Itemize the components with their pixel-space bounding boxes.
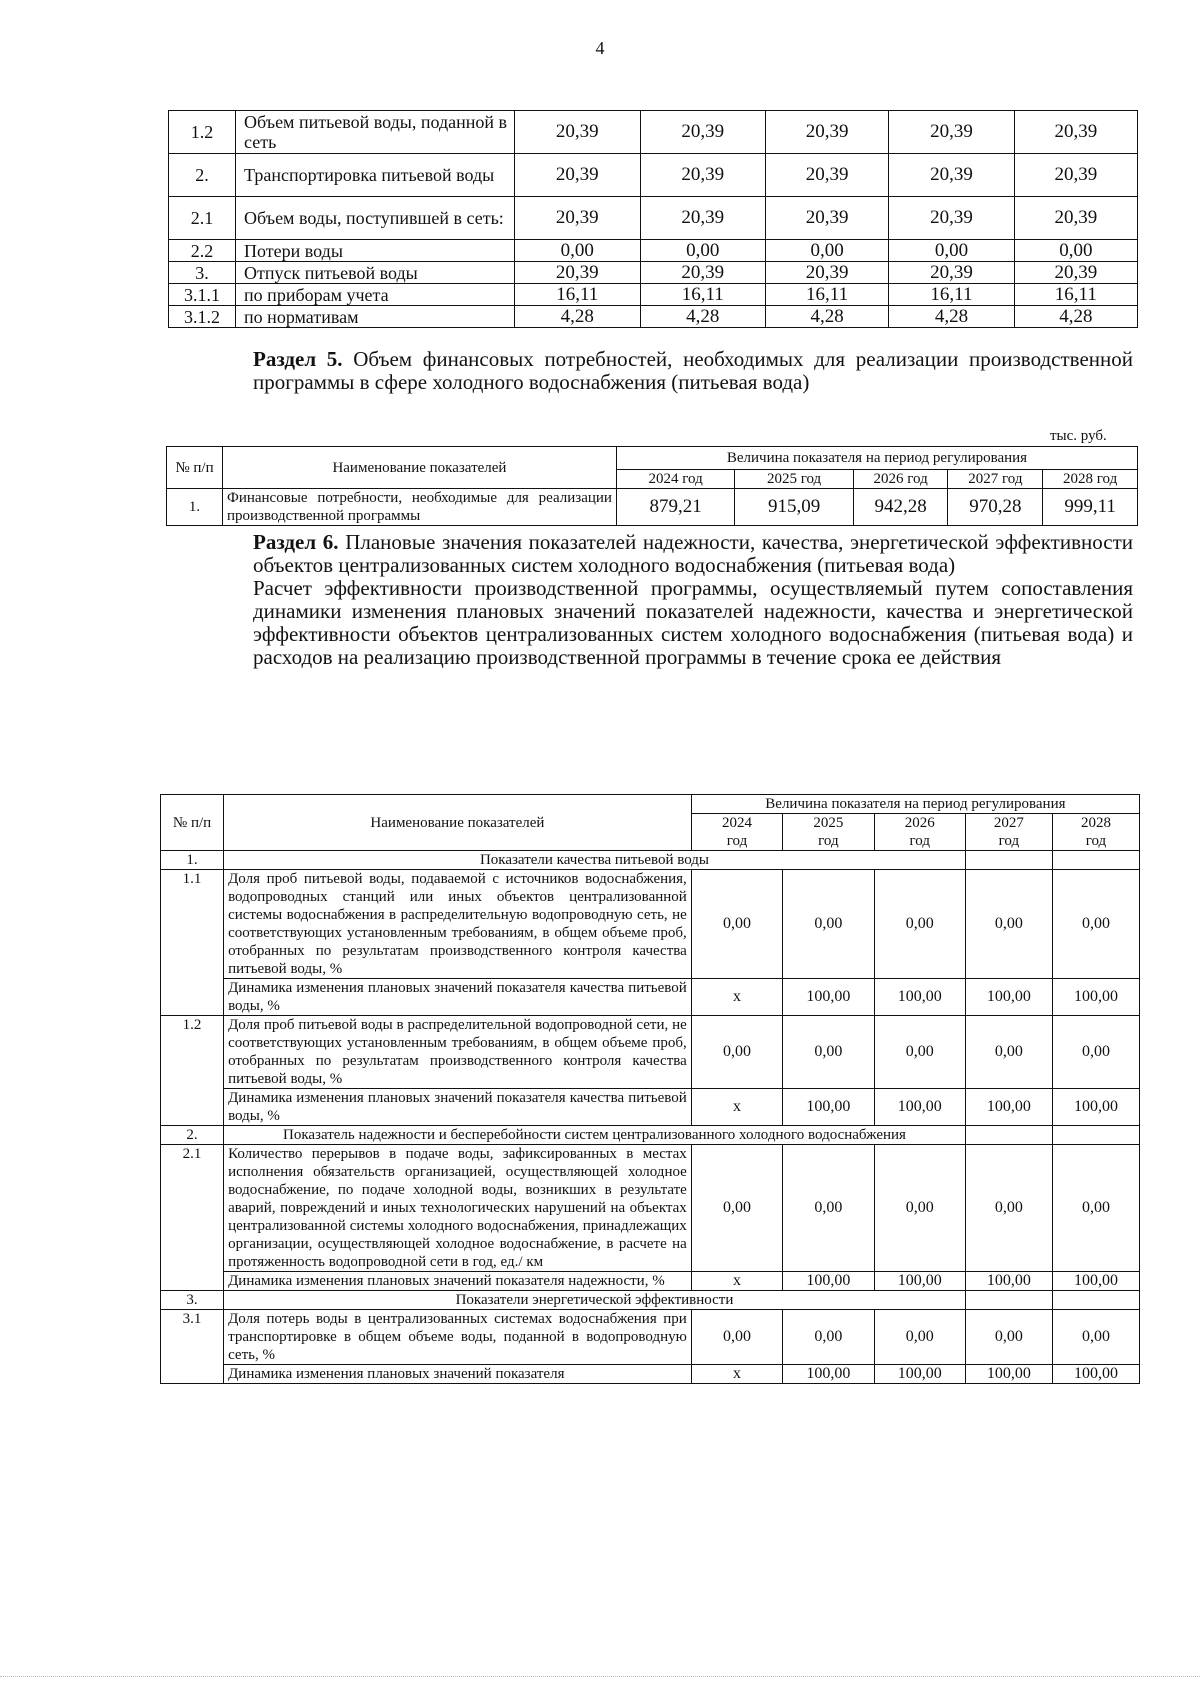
indicator-value: 0,00 [874,870,965,979]
year-header: 2024 год [616,470,734,489]
dynamics-value: 100,00 [1052,1272,1139,1291]
row-value: 20,39 [889,197,1014,240]
row-num: 2.1 [169,197,236,240]
indicator-value: 0,00 [965,1145,1052,1272]
row-value: 0,00 [889,240,1014,262]
table-row [169,306,1138,328]
row-value: 20,39 [640,154,765,197]
dynamics-value: 100,00 [965,1272,1052,1291]
year-suffix: год [998,833,1020,849]
row-name: Потери воды [236,240,515,262]
dynamics-value: 100,00 [874,979,965,1016]
row-value: 16,11 [515,284,640,306]
table-row [169,240,1138,262]
dynamics-value: 100,00 [783,1365,874,1384]
row-name: Объем питьевой воды, поданной в сеть [236,111,515,154]
dynamics-value: 100,00 [965,1089,1052,1126]
dynamics-value: 100,00 [874,1365,965,1384]
dynamics-value: 100,00 [783,1089,874,1126]
row-num: 2.2 [169,240,236,262]
col-num-header: № п/п [167,447,223,489]
row-num: 3.1.1 [169,284,236,306]
row-value: 20,39 [889,262,1014,284]
row-value: 20,39 [640,262,765,284]
year-header [874,814,965,851]
dynamics-row [161,1365,1140,1384]
row-value: 20,39 [1014,111,1137,154]
col-period-header: Величина показателя на период регулирования [616,447,1137,470]
section5-heading [178,348,1133,394]
row-value: 4,28 [1014,306,1137,328]
year-header: 2026 год [853,470,948,489]
indicator-value: 0,00 [965,1016,1052,1089]
row-value: 16,11 [640,284,765,306]
indicator-value: 0,00 [965,870,1052,979]
indicator-value: 0,00 [874,1016,965,1089]
empty-cell [965,1291,1052,1310]
row-value: 20,39 [1014,197,1137,240]
year-header [691,814,782,851]
row-value: 4,28 [765,306,888,328]
section-num: 2. [161,1126,224,1145]
year-header [965,814,1052,851]
year-header: 2025 год [735,470,853,489]
year-value: 2024 [721,815,752,831]
section6-title: Плановые значения показателей надежности, качества, энергетической эффективности объектов централизованных систем холодного водоснабжения (питьевая вода) [253,530,1133,577]
empty-cell [965,1126,1052,1145]
value-2028: 999,11 [1043,489,1138,526]
year-header: 2027 год [948,470,1043,489]
section-num: 1. [161,851,224,870]
section6-label: Раздел 6. [253,530,339,554]
dynamics-value: 100,00 [965,1365,1052,1384]
financial-needs-table [166,446,1138,526]
table-row [169,262,1138,284]
section-row [161,1291,1140,1310]
indicator-value: 0,00 [783,1145,874,1272]
empty-cell [1052,1126,1139,1145]
row-value: 20,39 [515,262,640,284]
row-num: 2. [169,154,236,197]
year-value: 2026 [904,815,935,831]
row-value: 16,11 [1014,284,1137,306]
dynamics-desc: Динамика изменения плановых значений показателя качества питьевой воды, % [224,1089,692,1126]
dynamics-value: 100,00 [783,1272,874,1291]
section-title: Показатель надежности и бесперебойности систем централизованного холодного водоснабжения [224,1126,966,1145]
year-value: 2028 [1080,815,1111,831]
dynamics-value: x [691,1365,782,1384]
value-2025: 915,09 [735,489,853,526]
indicator-desc: Количество перерывов в подаче воды, зафиксированных в местах исполнения обязательств организацией, осуществляющей холодное водоснабжение, по подаче холодной воды, возникших в результате аварий, повреждений и иных технологических нарушений на объектах централизованной системы холодного водоснабжения, принадлежащих организации, осуществляющей холодное водоснабжение, в расчете на протяженность водопроводной сети в год, ед./ км [224,1145,692,1272]
indicator-value: 0,00 [874,1145,965,1272]
indicator-num: 1.1 [161,870,224,1016]
indicator-num: 3.1 [161,1310,224,1384]
row-value: 16,11 [889,284,1014,306]
row-value: 20,39 [889,154,1014,197]
row-value: 4,28 [889,306,1014,328]
row-name: по нормативам [236,306,515,328]
year-header [783,814,874,851]
indicator-row [161,870,1140,979]
section5-title: Объем финансовых потребностей, необходимых для реализации производственной программы в сфере холодного водоснабжения (питьевая вода) [253,347,1133,394]
indicator-row [161,1145,1140,1272]
table-row [169,111,1138,154]
year-suffix: год [1085,833,1107,849]
indicator-num: 2.1 [161,1145,224,1291]
table-row [169,197,1138,240]
dynamics-value: 100,00 [1052,1365,1139,1384]
row-value: 20,39 [640,197,765,240]
water-volume-table [168,110,1138,328]
row-name: Финансовые потребности, необходимые для реализации производственной программы [222,489,616,526]
year-suffix: год [909,833,930,849]
indicator-value: 0,00 [691,870,782,979]
section5-label: Раздел 5. [253,347,343,371]
row-num: 1. [167,489,223,526]
section-title: Показатели качества питьевой воды [224,851,966,870]
empty-cell [1052,1291,1139,1310]
dynamics-value: 100,00 [965,979,1052,1016]
row-value: 20,39 [765,111,888,154]
col-num-header: № п/п [161,795,224,851]
table-row [169,284,1138,306]
indicator-value: 0,00 [783,1016,874,1089]
row-value: 20,39 [1014,262,1137,284]
row-value: 4,28 [515,306,640,328]
row-name: Объем воды, поступившей в сеть: [236,197,515,240]
row-value: 20,39 [765,197,888,240]
year-suffix: год [726,833,748,849]
indicator-value: 0,00 [691,1310,782,1365]
indicator-value: 0,00 [874,1310,965,1365]
col-name-header: Наименование показателей [224,795,692,851]
indicators-table [160,794,1140,1384]
row-value: 4,28 [640,306,765,328]
year-value: 2027 [993,815,1024,831]
dynamics-value: x [691,1089,782,1126]
indicator-value: 0,00 [1052,1016,1139,1089]
dynamics-desc: Динамика изменения плановых значений показателя [224,1365,692,1384]
indicator-value: 0,00 [1052,1145,1139,1272]
section-title: Показатели энергетической эффективности [224,1291,966,1310]
row-value: 20,39 [515,154,640,197]
indicator-value: 0,00 [691,1145,782,1272]
row-value: 20,39 [640,111,765,154]
dynamics-value: 100,00 [874,1089,965,1126]
table-row [169,154,1138,197]
dynamics-value: 100,00 [874,1272,965,1291]
indicator-desc: Доля проб питьевой воды в распределительной водопроводной сети, не соответствующих установленным требованиям, в общем объеме проб, отобранных по результатам производственного контроля качества питьевой воды, % [224,1016,692,1089]
section6-paragraph: Расчет эффективности производственной программы, осуществляемый путем сопоставления динамики изменения плановых значений показателей надежности, качества и энергетической эффективности объектов централизованных систем холодного водоснабжения (питьевая вода) и расходов на реализацию производственной программы в течение срока ее действия [253,576,1133,669]
value-2024: 879,21 [616,489,734,526]
indicator-value: 0,00 [783,870,874,979]
dynamics-desc: Динамика изменения плановых значений показателя надежности, % [224,1272,692,1291]
dynamics-value: 100,00 [1052,1089,1139,1126]
row-name: Транспортировка питьевой воды [236,154,515,197]
year-suffix: год [818,833,839,849]
dynamics-row [161,1089,1140,1126]
row-value: 20,39 [1014,154,1137,197]
value-2026: 942,28 [853,489,948,526]
indicator-num: 1.2 [161,1016,224,1126]
indicator-desc: Доля проб питьевой воды, подаваемой с источников водоснабжения, водопроводных станций или иных объектов централизованной системы водоснабжения в распределительную водопроводную сеть, не соответствующих установленным требованиям, в общем объеме проб, отобранных по результатам производственного контроля качества питьевой воды, % [224,870,692,979]
scan-edge [0,1676,1200,1680]
row-value: 20,39 [889,111,1014,154]
row-name: по приборам учета [236,284,515,306]
row-name: Отпуск питьевой воды [236,262,515,284]
section6-heading [178,531,1133,669]
col-period-header: Величина показателя на период регулирования [691,795,1139,814]
indicator-value: 0,00 [965,1310,1052,1365]
value-2027: 970,28 [948,489,1043,526]
indicator-row [161,1310,1140,1365]
empty-cell [1052,851,1139,870]
indicator-row [161,1016,1140,1089]
year-header: 2028 год [1043,470,1138,489]
row-value: 20,39 [515,197,640,240]
row-num: 3. [169,262,236,284]
dynamics-value: x [691,979,782,1016]
indicator-value: 0,00 [1052,1310,1139,1365]
col-name-header: Наименование показателей [222,447,616,489]
row-num: 1.2 [169,111,236,154]
dynamics-value: x [691,1272,782,1291]
dynamics-desc: Динамика изменения плановых значений показателя качества питьевой воды, % [224,979,692,1016]
section-row [161,851,1140,870]
row-value: 0,00 [640,240,765,262]
dynamics-value: 100,00 [783,979,874,1016]
row-num: 3.1.2 [169,306,236,328]
row-value: 0,00 [1014,240,1137,262]
section-num: 3. [161,1291,224,1310]
indicator-desc: Доля потерь воды в централизованных системах водоснабжения при транспортировке в общем объеме воды, поданной в водопроводную сеть, % [224,1310,692,1365]
page-number: 4 [595,38,605,58]
row-value: 16,11 [765,284,888,306]
indicator-value: 0,00 [1052,870,1139,979]
row-value: 20,39 [515,111,640,154]
empty-cell [965,851,1052,870]
dynamics-row [161,979,1140,1016]
dynamics-row [161,1272,1140,1291]
year-value: 2025 [813,815,844,831]
row-value: 20,39 [765,154,888,197]
row-value: 0,00 [765,240,888,262]
year-header [1052,814,1139,851]
indicator-value: 0,00 [691,1016,782,1089]
unit-label: тыс. руб. [1050,428,1107,444]
indicator-value: 0,00 [783,1310,874,1365]
row-value: 20,39 [765,262,888,284]
dynamics-value: 100,00 [1052,979,1139,1016]
row-value: 0,00 [515,240,640,262]
section-row [161,1126,1140,1145]
